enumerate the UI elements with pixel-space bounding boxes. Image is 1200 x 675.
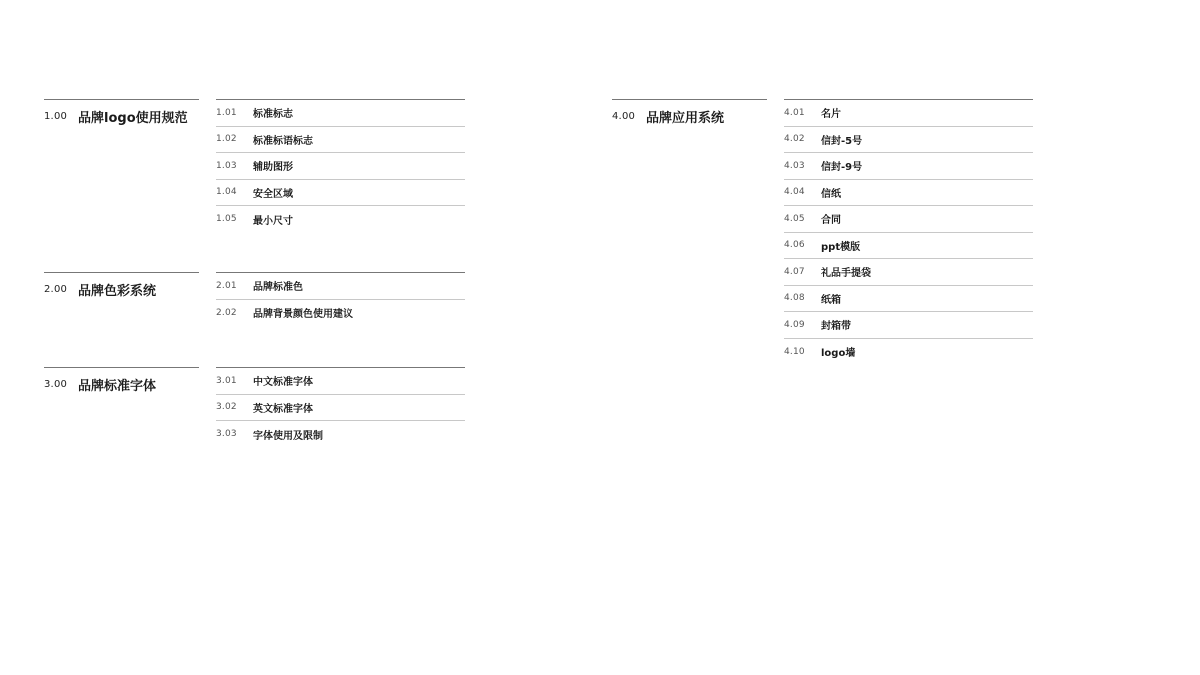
item-number: 4.10 (784, 346, 805, 357)
item-number: 4.02 (784, 134, 805, 145)
item-label: 品牌背景颜色使用建议 (253, 309, 353, 321)
list-item[interactable] (784, 100, 1033, 127)
section-number: 4.00 (612, 111, 636, 122)
item-number: 1.01 (216, 107, 237, 118)
list-item[interactable] (216, 180, 465, 207)
section-item-list (216, 99, 465, 233)
item-label: 信纸 (821, 188, 841, 200)
list-item[interactable] (784, 233, 1033, 260)
section-header (44, 99, 199, 126)
list-item[interactable] (784, 180, 1033, 207)
item-number: 1.05 (216, 214, 237, 225)
item-number: 3.01 (216, 375, 237, 386)
section-number: 1.00 (44, 111, 68, 122)
item-number: 4.01 (784, 107, 805, 118)
section-title: 品牌logo使用规范 (78, 111, 188, 126)
item-label: 安全区域 (253, 188, 293, 200)
item-label: 字体使用及限制 (253, 430, 323, 442)
item-number: 1.02 (216, 134, 237, 145)
list-item[interactable] (784, 153, 1033, 180)
item-number: 4.03 (784, 160, 805, 171)
list-item[interactable] (216, 300, 465, 327)
item-label: 英文标准字体 (253, 403, 313, 415)
item-number: 1.03 (216, 160, 237, 171)
item-label: 标准标志 (253, 109, 293, 121)
item-label: 合同 (821, 215, 841, 227)
list-item[interactable] (216, 127, 465, 154)
item-label: 中文标准字体 (253, 377, 313, 389)
item-number: 4.08 (784, 293, 805, 304)
item-number: 3.02 (216, 402, 237, 413)
item-label: 信封-9号 (821, 162, 863, 174)
list-item[interactable] (216, 273, 465, 300)
item-label: 最小尺寸 (253, 215, 293, 227)
item-number: 1.04 (216, 187, 237, 198)
section-header (612, 99, 767, 126)
item-number: 4.09 (784, 319, 805, 330)
section-title: 品牌标准字体 (78, 379, 157, 394)
section-item-list (784, 99, 1033, 365)
item-number: 4.04 (784, 187, 805, 198)
list-item[interactable] (784, 286, 1033, 313)
section-title: 品牌色彩系统 (78, 284, 157, 299)
list-item[interactable] (784, 312, 1033, 339)
item-number: 4.06 (784, 240, 805, 251)
list-item[interactable] (784, 259, 1033, 286)
list-item[interactable] (216, 368, 465, 395)
section-item-list (216, 367, 465, 448)
item-number: 4.07 (784, 266, 805, 277)
list-item[interactable] (784, 339, 1033, 366)
list-item[interactable] (216, 206, 465, 233)
section-item-list (216, 272, 465, 326)
item-label: 名片 (821, 109, 841, 121)
item-label: 封箱带 (821, 321, 851, 333)
list-item[interactable] (216, 421, 465, 448)
list-item[interactable] (216, 395, 465, 422)
section-header (44, 272, 199, 299)
section-title: 品牌应用系统 (646, 111, 725, 126)
list-item[interactable] (784, 206, 1033, 233)
item-label: 品牌标准色 (253, 282, 303, 294)
section-number: 3.00 (44, 379, 68, 390)
item-label: 纸箱 (821, 294, 841, 306)
item-label: 礼品手提袋 (821, 268, 871, 280)
list-item[interactable] (216, 100, 465, 127)
item-number: 3.03 (216, 429, 237, 440)
item-number: 2.02 (216, 307, 237, 318)
list-item[interactable] (784, 127, 1033, 154)
item-number: 4.05 (784, 213, 805, 224)
section-header (44, 367, 199, 394)
item-number: 2.01 (216, 280, 237, 291)
item-label: 信封-5号 (821, 135, 863, 147)
item-label: 标准标语标志 (253, 135, 313, 147)
list-item[interactable] (216, 153, 465, 180)
item-label: ppt模版 (821, 241, 861, 253)
section-number: 2.00 (44, 284, 68, 295)
item-label: 辅助图形 (253, 162, 293, 174)
item-label: logo墙 (821, 348, 856, 360)
